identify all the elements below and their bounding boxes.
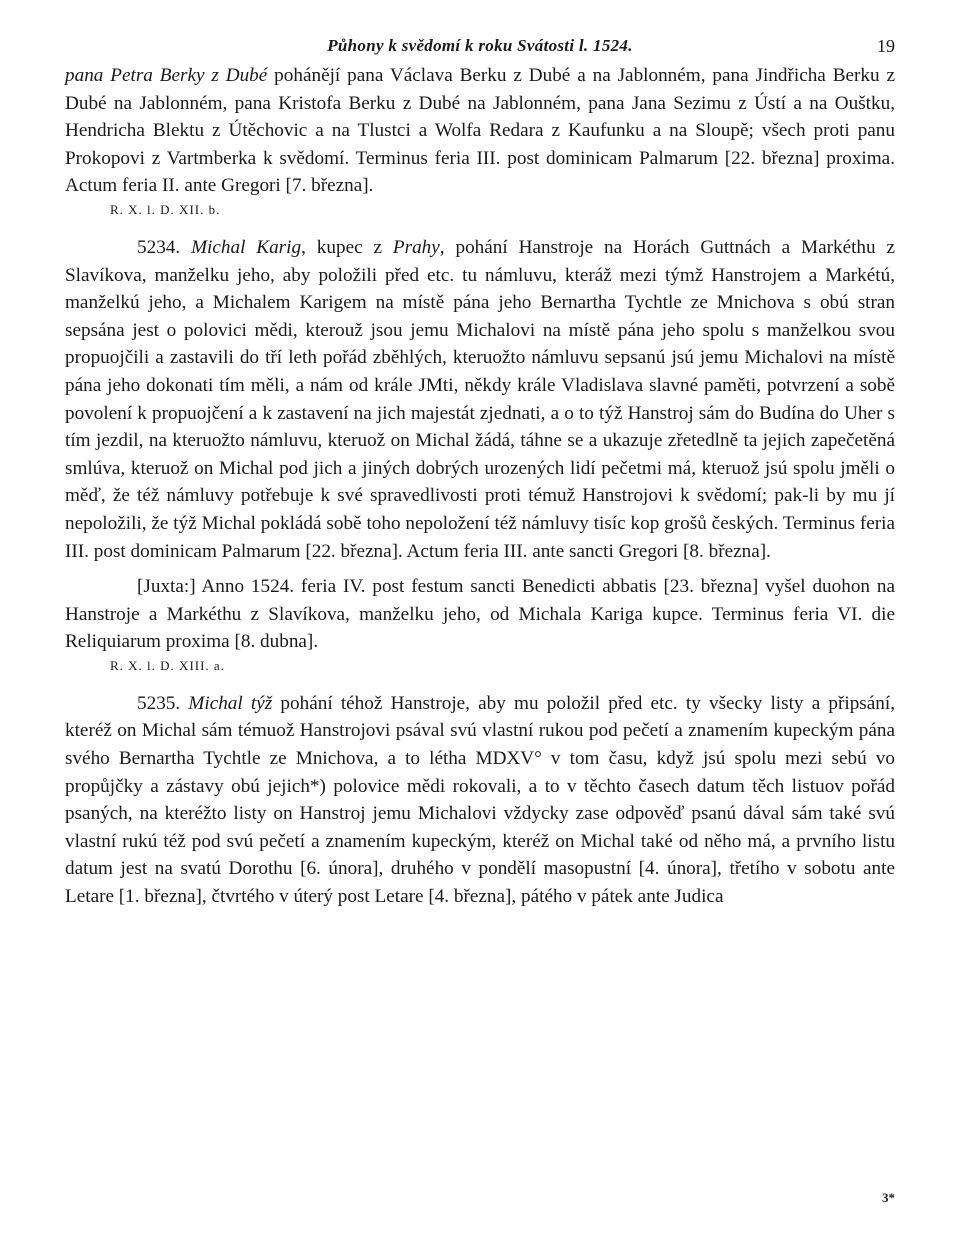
paragraph-text: pohánějí pana Václava Berku z Dubé a na Jablonném, pana Jindřicha Berku z Dubé na Jablonném, pana Kristofa Berku z Dubé na Jablonném, pana Jana Sezimu z Ústí a na Ouštku, Hendricha Blektu z Útěchovic a na Tlustci a Wolfa Redara z Kaufunku a na Sloupě; všech proti panu Prokopovi z Vartmberka k svědomí. Terminus feria III. post dominicam Palmarum [22. března] proxima. Actum feria II. ante Gregori [7. března].	[65, 65, 895, 197]
city-name: Prahy	[392, 236, 440, 258]
running-head	[65, 28, 895, 62]
person-name: Michal týž	[188, 692, 273, 714]
source-reference: R. X. l. D. XIII. a.	[110, 657, 225, 673]
entry-comma: ,	[301, 236, 306, 258]
juxta-note: [Juxta:] Anno 1524. feria IV. post festum sancti Benedicti abbatis [23. března] vyšel duohon na Hanstroje a Markéthu z Slavíkova, manželku jeho, od Michala Kariga kupce. Terminus feria VI. die Reliquiarum proxima [8. dubna].	[65, 576, 895, 653]
running-title: Půhony k svědomí k roku Svátosti l. 1524.	[327, 36, 633, 55]
person-name: pana Petra Berky z Dubé	[65, 65, 268, 86]
entry-text: pohání téhož Hanstroje, aby mu položil před etc. ty všecky listy a připsání, kteréž on Michal sám témuož Hanstrojovi psával svú vlastní rukou pod pečetí a znamením kupeckým pána svého Bernartha Tychtle ze Mnichova, a to létha MDXV° v tom času, když jsú spolu mezi sebú vo propůjčky a zástavy obú jejich*) polovice mědi rokovali, a to v těchto časech datum těch listuov pořád psaných, na kteréžto listy on Hanstroj jemu Michalovi vždycky zase odpověď psanú dával sám také svú vlastní rukú též pod svú pečetí a znamením kupeckým, kteréž on Michal také od něho má, a prvního listu datum jest na svatú Dorothu [6. února], druhého v pondělí masopustní [4. února], třetího v sobotu ante Letare [1. března], čtvrtého v úterý post Letare [4. března], pátého v pátek ante Judica	[65, 692, 896, 908]
paragraph-continuation	[65, 62, 895, 200]
source-reference: R. X. l. D. XII. b.	[110, 201, 221, 217]
page-number: 19	[877, 36, 895, 56]
document-page	[65, 28, 895, 911]
entry-number: 5235.	[137, 692, 181, 714]
entry-5234	[65, 234, 895, 565]
signature-mark: 3*	[882, 1190, 895, 1205]
entry-text: , pohání Hanstroje na Horách Guttnách a Markéthu z Slavíkova, manželku jeho, aby položili před etc. tu námluvu, kteráž mezi týmž Hanstrojem a Markétú, manželkú jeho, a Michalem Karigem na místě pána jeho Bernartha Tychtle ze Mnichova s obú stran sepsána jest o polovici mědi, kterouž jsou jemu Michalovi na místě pána jeho spolu s manželkou svou propuojčili a zastavili do tří leth pořád zběhlých, kteruožto námluvu sepsanú jsú jemu Michalovi na místě pána jeho dokonati tím měli, a nám od krále JMti, někdy krále Vladislava slavné paměti, potvrzení a sobě povolení k propuojčení a k zastavení na jich majestát zjednati, a o to týž Hanstroj sám do Budína do Uher s tím jezdil, na kteruožto námluvu, kteruož on Michal žádá, táhne se a ukazuje zřetedlně ta jejich zapečetěná smlúva, kteruož on Michal pod jich a jiných dobrých urozených lidí pečetmi má, kteruož jsú spolu jměli o měď, že též námluvy potřebuje k své spravedlivosti proti témuž Hanstrojovi k svědomí; pak-li by mu jí nepoložili, že týž Michal pokládá sobě toho nepoložení též námluvy tisíc kop grošů českých. Terminus feria III. post dominicam Palmarum [22. března]. Actum feria III. ante sancti Gregori [8. března].	[65, 236, 896, 562]
person-name: Michal Karig	[191, 236, 302, 258]
entry-role: kupec z	[316, 236, 382, 258]
entry-5235	[65, 690, 895, 911]
entry-number: 5234.	[137, 236, 181, 258]
